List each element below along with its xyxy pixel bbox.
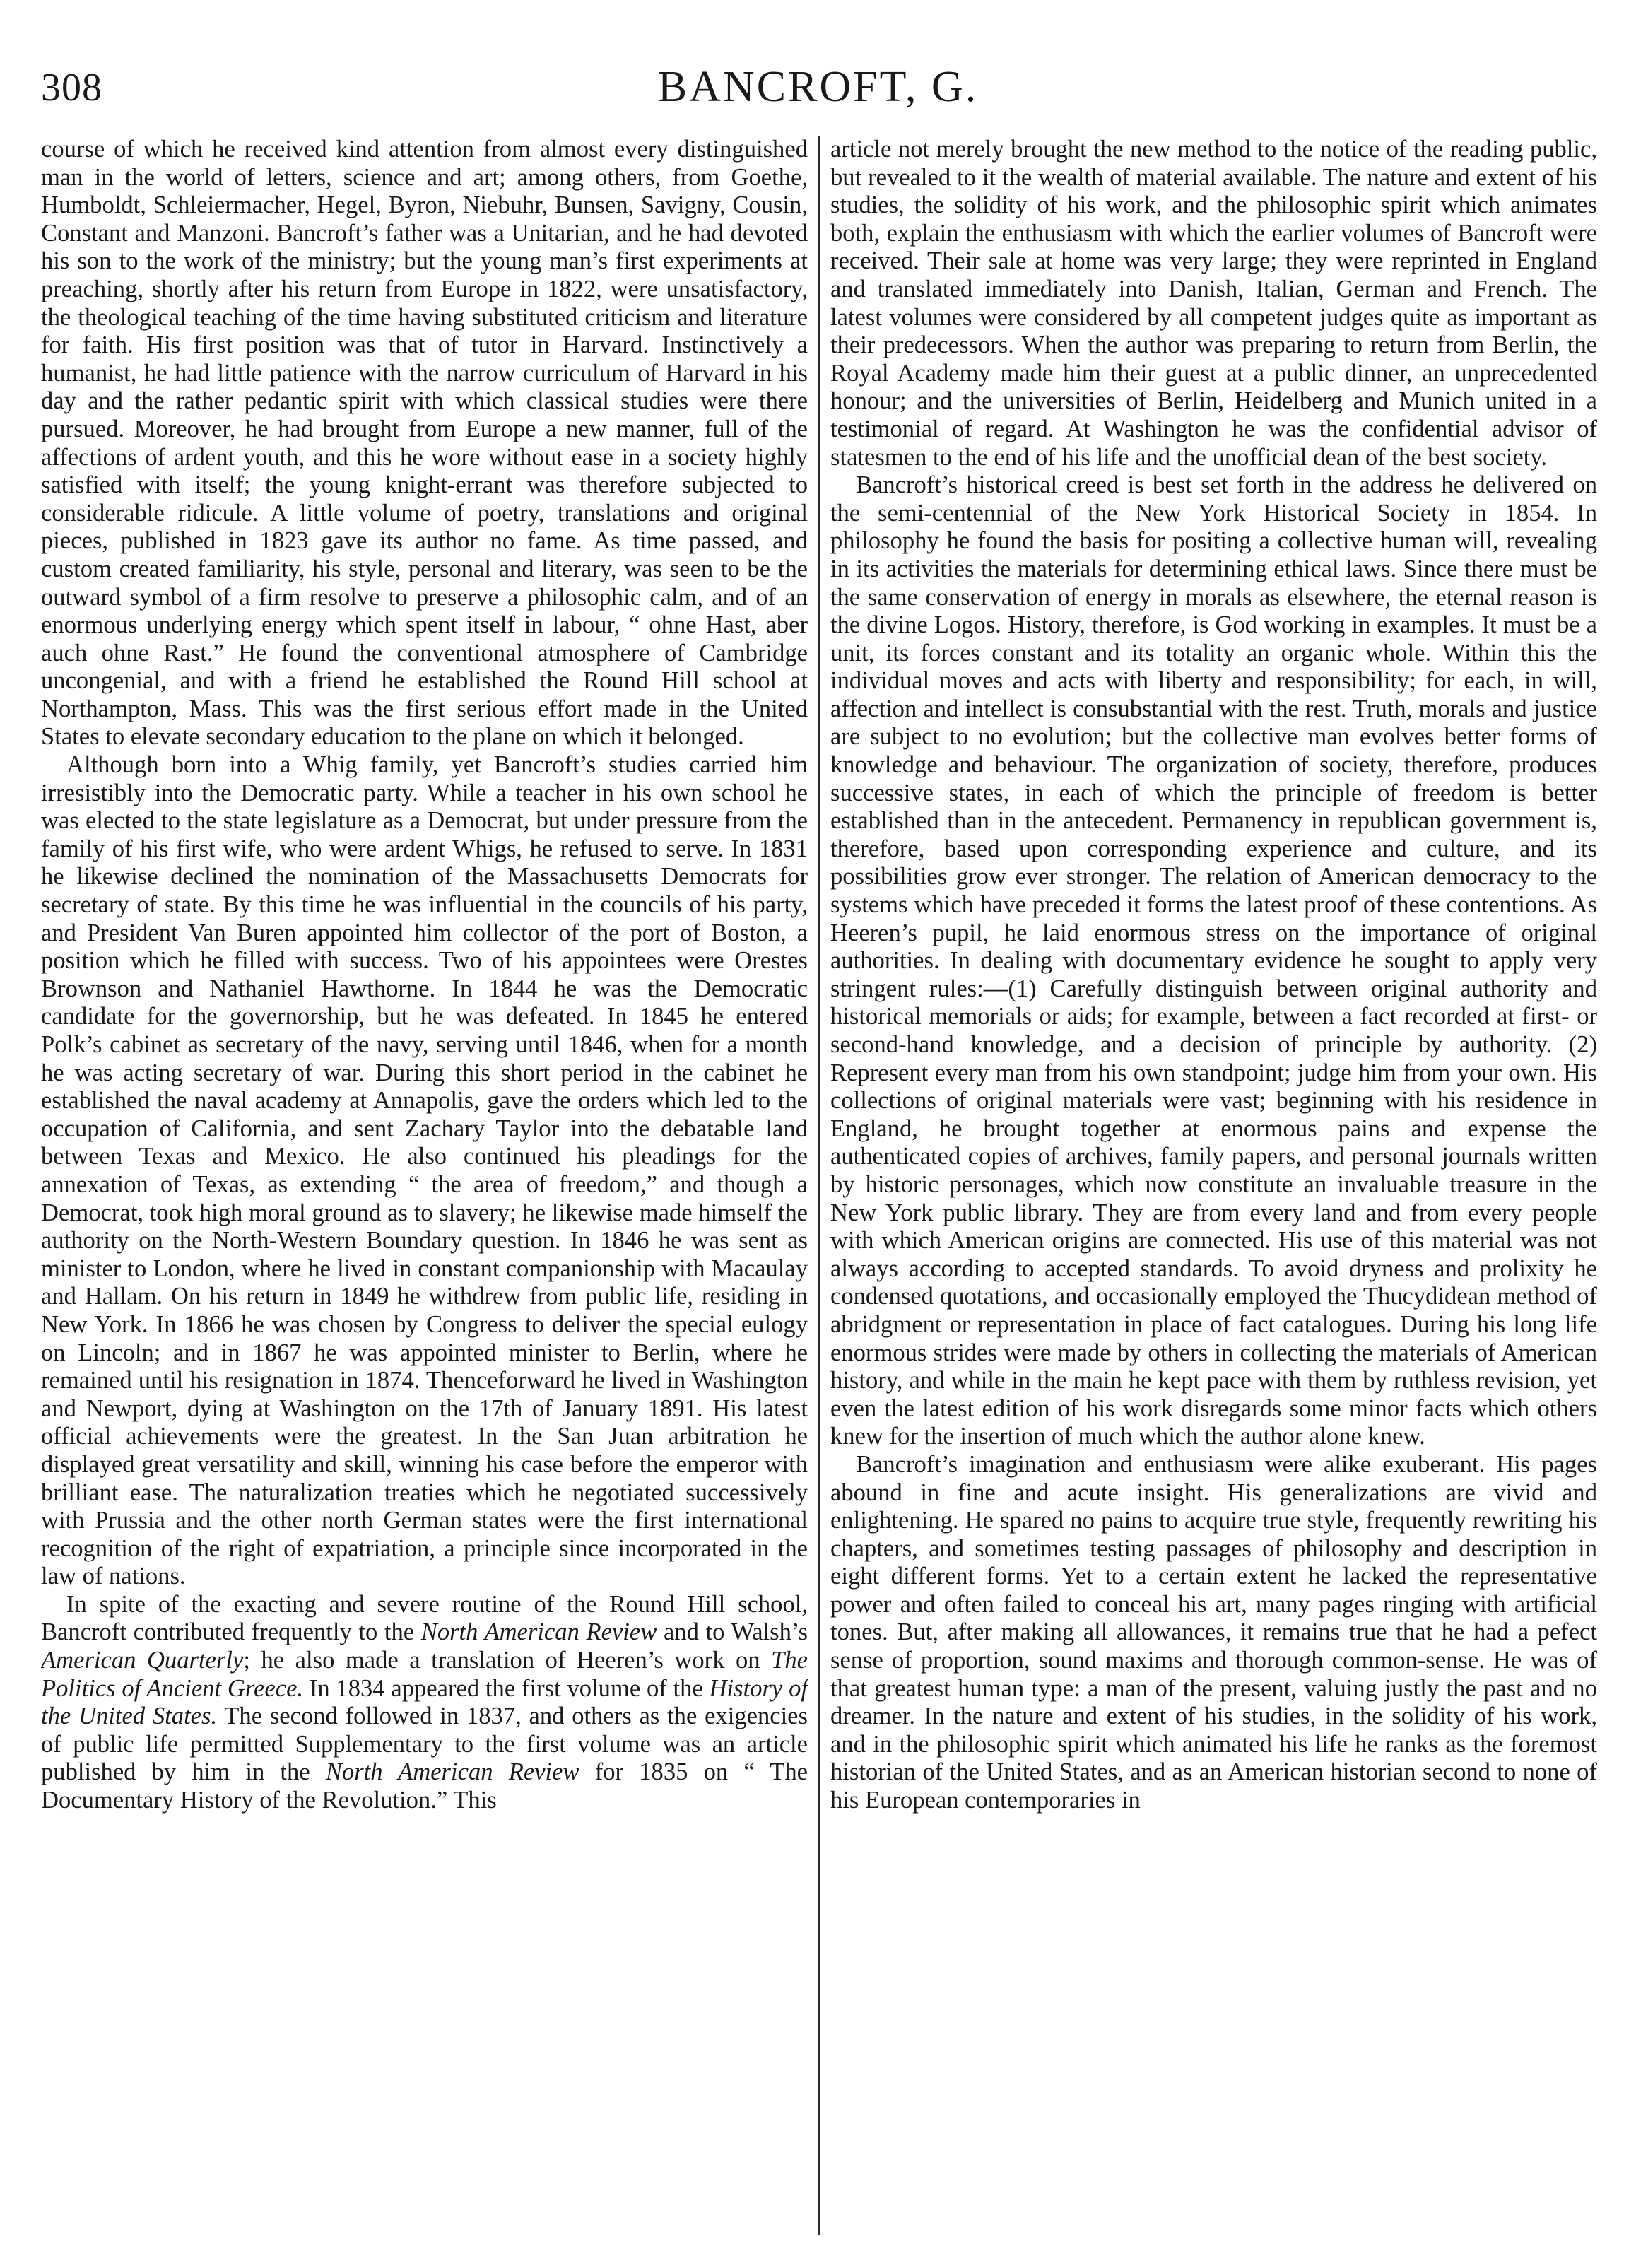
italic-title: History of the United States. (41, 1674, 808, 1730)
text-run: In spite of the exacting and severe routine of the Round Hill school, Bancroft contributed frequently to the (41, 1590, 808, 1646)
text-run: and to Walsh’s (657, 1618, 808, 1646)
page-number: 308 (41, 66, 102, 110)
italic-title: North American Review (325, 1758, 579, 1786)
text-run: ; he also made a translation of Heeren’s work on (243, 1647, 772, 1674)
left-column (41, 136, 808, 2249)
paragraph-education-and-early-career: course of which he received kind attention from almost every distinguished man in the world of letters, science and art; among others, from Goethe, Humboldt, Schleiermacher, Hegel, Byron, Niebuhr, Bunsen, Savigny, Cousin, Constant and Manzoni. Bancroft’s father was a Unitarian, and he had devoted his son to the work of the ministry; but the young man’s first experiments at preaching, shortly after his return from Europe in 1822, were unsatisfactory, the theological teaching of the time having substituted criticism and literature for faith. His first position was that of tutor in Harvard. Instinctively a humanist, he had little patience with the narrow curriculum of Harvard in his day and the rather pedantic spirit with which classical studies were there pursued. Moreover, he had brought from Europe a new manner, full of the affections of ardent youth, and this he wore without ease in a society highly satisfied with itself; the young knight-errant was therefore subjected to considerable ridicule. A little volume of poetry, translations and original pieces, published in 1823 gave its author no fame. As time passed, and custom created familiarity, his style, personal and literary, was seen to be the outward symbol of a firm resolve to preserve a philosophic calm, and of an enormous underlying energy which spent itself in labour, “ ohne Hast, aber auch ohne Rast.” He found the conventional atmosphere of Cambridge uncongenial, and with a friend he established the Round Hill school at Northampton, Mass. This was the first serious effort made in the United States to elevate secondary education to the plane on which it belonged. (41, 136, 808, 751)
paragraph-reception-of-history: article not merely brought the new method to the notice of the reading public, but revealed to it the wealth of material available. The nature and extent of his studies, the solidity of his work, and the philosophic spirit which animates both, explain the enthusiasm with which the earlier volumes of Bancroft were received. Their sale at home was very large; they were reprinted in England and translated immediately into Danish, Italian, German and French. The latest volumes were considered by all competent judges quite as important as their predecessors. When the author was preparing to return from Berlin, the Royal Academy made him their guest at a public dinner, an unprecedented honour; and the universities of Berlin, Heidelberg and Munich united in a testimonial of regard. At Washington he was the confidential advisor of statesmen to the end of his life and the unofficial dean of the best society. (830, 136, 1597, 471)
paragraph-literary-works (41, 1591, 808, 1815)
text-run: In 1834 appeared the first volume of the (303, 1674, 710, 1702)
running-head: BANCROFT, G. (657, 63, 979, 111)
italic-title: North American Review (420, 1618, 657, 1646)
column-divider (818, 136, 820, 2235)
italic-title: American Quarterly (41, 1647, 244, 1674)
italic-title: The Politics of Ancient Greece. (41, 1647, 808, 1702)
right-column (830, 136, 1597, 2249)
text-run: for 1835 on “ The Documentary History of the Revolution.” This (41, 1758, 808, 1814)
paragraph-historical-creed: Bancroft’s historical creed is best set forth in the address he delivered on the semi-centennial of the New York Historical Society in 1854. In philosophy he found the basis for positing a collective human will, revealing in its activities the materials for determining ethical laws. Since there must be the same conservation of energy in morals as elsewhere, the eternal reason is the divine Logos. History, therefore, is God working in examples. It must be a unit, its forces constant and its totality an organic whole. Within this the individual moves and acts with liberty and responsibility; for each, in will, affection and intellect is consubstantial with the rest. Truth, morals and justice are subject to no evolution; but the collective man evolves better forms of knowledge and behaviour. The organization of society, therefore, produces successive states, in each of which the principle of freedom is better established than in the antecedent. Permanency in republican government is, therefore, based upon corresponding experience and culture, and its possibilities grow ever stronger. The relation of American democracy to the systems which have preceded it forms the latest proof of these contentions. As Heeren’s pupil, he laid enormous stress on the importance of original authorities. In dealing with documentary evidence he sought to apply very stringent rules:—(1) Carefully distinguish between original authority and historical memorials or aids; for example, between a fact recorded at first- or second-hand knowledge, and a decision of principle by authority. (2) Represent every man from his own standpoint; judge him from your own. His collections of original materials were vast; beginning with his residence in England, he brought together at enormous pains and expense the authenticated copies of archives, family papers, and personal journals written by historic personages, which now constitute an invaluable treasure in the New York public library. They are from every land and from every people with which American origins are connected. His use of this material was not always according to accepted standards. To avoid dryness and prolixity he condensed quotations, and occasionally employed the Thucydidean method of abridgment or representation in place of fact catalogues. During his long life enormous strides were made by others in collecting the materials of American history, and while in the main he kept pace with them by ruthless revision, yet even the latest edition of his work disregards some minor facts which others knew for the insertion of much which the author alone knew. (830, 471, 1597, 1450)
text-run: The second followed in 1837, and others as the exigencies of public life permitted Supplementary to the first volume was an article published by him in the (41, 1703, 808, 1786)
paragraph-style-and-assessment: Bancroft’s imagination and enthusiasm were alike exuberant. His pages abound in fine and acute insight. His generalizations are vivid and enlightening. He spared no pains to acquire true style, frequently rewriting his chapters, and sometimes testing passages of philosophy and description in eight different forms. Yet to a certain extent he lacked the representative power and often failed to conceal his art, many pages ringing with artificial tones. But, after making all allowances, it remains true that he had a pefect sense of proportion, sound maxims and thorough common-sense. He was of that greatest human type: a man of the present, valuing justly the past and no dreamer. In the nature and extent of his studies, in the solidity of his work, and in the philosophic spirit which animated his life he ranks as the foremost historian of the United States, and as an American historian second to none of his European contemporaries in (830, 1450, 1597, 1814)
paragraph-political-career: Although born into a Whig family, yet Bancroft’s studies carried him irresistibly into the Democratic party. While a teacher in his own school he was elected to the state legislature as a Democrat, but under pressure from the family of his first wife, who were ardent Whigs, he refused to serve. In 1831 he likewise declined the nomination of the Massachusetts Democrats for secretary of state. By this time he was influential in the councils of his party, and President Van Buren appointed him collector of the port of Boston, a position which he filled with success. Two of his appointees were Orestes Brownson and Nathaniel Hawthorne. In 1844 he was the Democratic candidate for the governorship, but he was defeated. In 1845 he entered Polk’s cabinet as secretary of the navy, serving until 1846, when for a month he was acting secretary of war. During this short period in the cabinet he established the naval academy at Annapolis, gave the orders which led to the occupation of California, and sent Zachary Taylor into the debatable land between Texas and Mexico. He also continued his pleadings for the annexation of Texas, as extending “ the area of freedom,” and though a Democrat, took high moral ground as to slavery; he likewise made himself the authority on the North-Western Boundary question. In 1846 he was sent as minister to London, where he lived in constant companionship with Macaulay and Hallam. On his return in 1849 he withdrew from public life, residing in New York. In 1866 he was chosen by Congress to deliver the special eulogy on Lincoln; and in 1867 he was appointed minister to Berlin, where he remained until his resignation in 1874. Thenceforward he lived in Washington and Newport, dying at Washington on the 17th of January 1891. His latest official achievements were the greatest. In the San Juan arbitration he displayed great versatility and skill, winning his case before the emperor with brilliant ease. The naturalization treaties which he negotiated successively with Prussia and the other north German states were the first international recognition of the right of expatriation, a principle since incorporated in the law of nations. (41, 751, 808, 1590)
